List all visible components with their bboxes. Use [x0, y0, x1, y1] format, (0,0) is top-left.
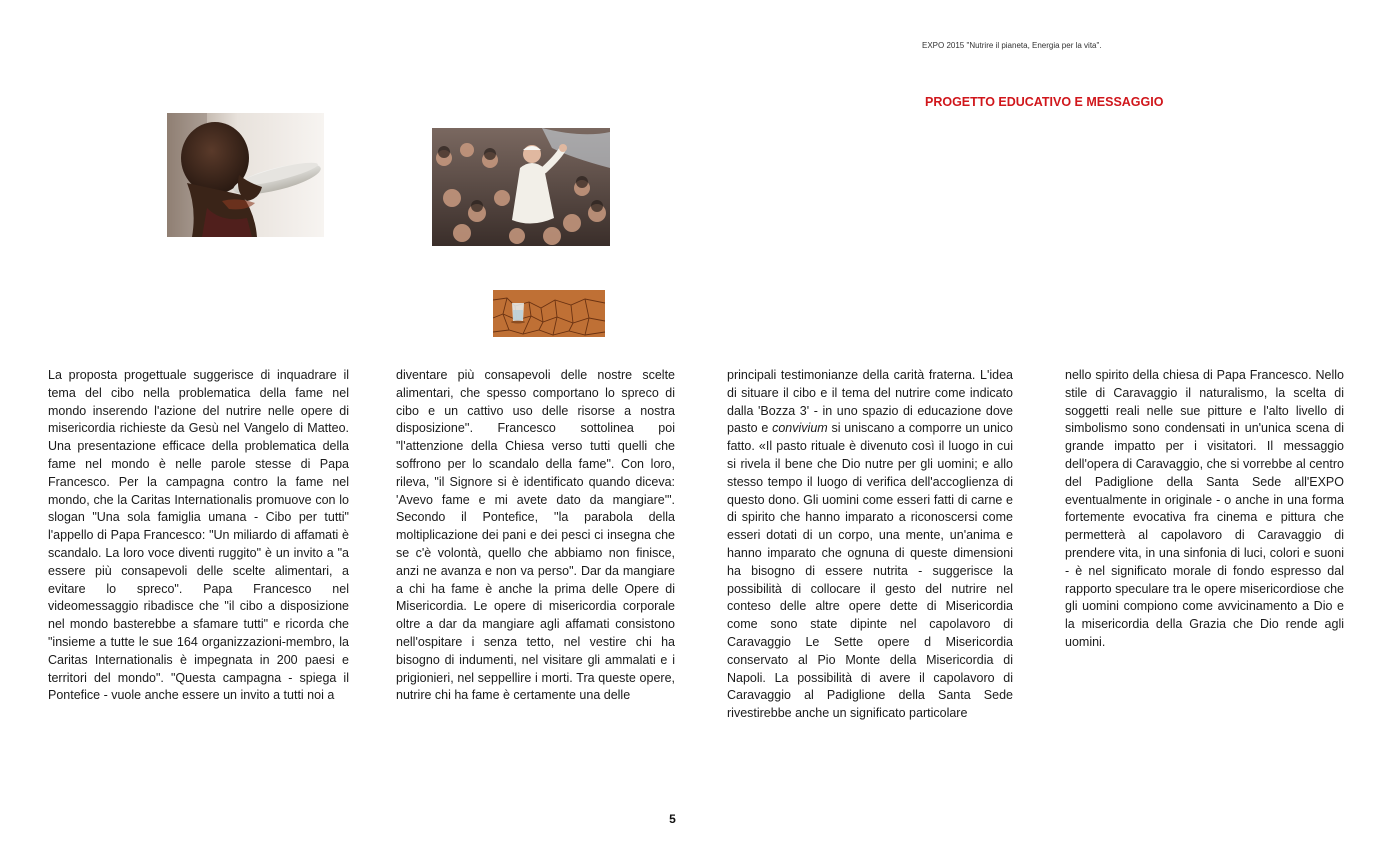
header-note: EXPO 2015 "Nutrire il pianeta, Energia per la vita". — [922, 41, 1102, 50]
text-column-2: diventare più consapevoli delle nostre scelte alimentari, che spesso comportano lo spreco di cibo e un cattivo uso delle risorse a nostra disposizione''. Francesco sottolinea poi "l'attenzione della Chiesa verso tutti quelli che soffrono per lo scandalo della fame". Con loro, rileva, "il Signore si è identificato quando diceva: 'Avevo fame e mi avete dato da mangiare'". Secondo il Pontefice, ''la parabola della moltiplicazione dei pani e dei pesci ci insegna che se c'è volontà, quello che abbiamo non finisce, anzi ne avanza e non va perso". Dar da mangiare a chi ha fame è anche la prima delle Opere di Misericordia. Le opere di misericordia corporale oltre a dar da mangiare agli affamati consistono nell'ospitare i senza tetto, nel vestire chi ha bisogno di indumenti, nel visitare gli ammalati e i prigionieri, nel seppellire i morti. Tra queste opere, nutrire chi ha fame è certamente una delle — [396, 368, 675, 703]
section-title: PROGETTO EDUCATIVO E MESSAGGIO — [925, 95, 1164, 109]
text-column-1: La proposta progettuale suggerisce di inquadrare il tema del cibo nella problematica della fame nel mondo inserendo l'azione del nutrire nelle opere di misericordia richieste da Gesù nel Vangelo di Matteo. Una presentazione efficace della problematica della fame nel mondo è nelle parole stesse di Papa Francesco. Per la campagna contro la fame nel mondo, che la Caritas Internationalis promuove con lo slogan "Una sola famiglia umana - Cibo per tutti" l'appello di Papa Francesco: "Un miliardo di affamati è scandalo. La loro voce diventi ruggito" è un invito a "a essere più consapevoli delle scelte alimentari, a evitare lo spreco". Papa Francesco nel videomessaggio ribadisce che "il cibo a disposizione nel mondo basterebbe a sfamare tutti" e ricorda che "insieme a tutte le sue 164 organizzazioni-membro, la Caritas Internationalis è impegnata in 200 paesi e territori del mondo". "Questa campagna - spiega il Pontefice - vuole anche essere un invito a tutti noi a — [48, 368, 349, 703]
text-column-3 — [727, 367, 1013, 723]
text-column-3-part-1: principali testimonianze della carità fraterna. L'idea di situare il cibo e il tema del nutrire come indicato dalla 'Bozza 3' - in uno spazio di educazione dove pasto e — [727, 368, 1013, 436]
text-column-4: nello spirito della chiesa di Papa Francesco. Nello stile di Caravaggio il naturalismo, la scelta di soggetti reali nelle sue pitture e l'alto livello di simbolismo sono condensati in un'unica scena di grande impatto per i visitatori. Il messaggio dell'opera di Caravaggio, che si vorrebbe al centro del Padiglione della Santa Sede all'EXPO eventualmente in originale - o anche in una forma fortemente evocativa fra cinema e pittura che permetterà al capolavoro di Caravaggio di prendere vita, in una sinfonia di luci, colori e suoni - è nel significato morale di fondo espresso dal rapporto speculare tra le opere misericordiose che gli uomini compiono come avvicinamento a Dio e la misericordia della Grazia che Dio rende agli uomini. — [1065, 368, 1344, 649]
pope-crowd-photo — [432, 128, 610, 246]
page-number: 5 — [669, 812, 676, 826]
cracked-earth-photo — [493, 290, 605, 337]
text-column-3-part-2: si uniscano a comporre un unico fatto. «Il pasto rituale è divenuto così il luogo in cui si rivela il bene che Dio nutre per gli uomini; e allo stesso tempo il luogo di verifica dell'accoglienza di questo dono. Gli uomini come esseri fatti di carne e di spirito che hanno imparato a riconoscersi come esseri dotati di un corpo, una mente, un'anima e hanno imparato che ognuna di queste dimensioni ha bisogno di essere nutrita - suggerisce la possibilità di collocare il gesto del nutrire nel conteso delle altre opere dette di Misericordia come sono state dipinte nel capolavoro di Caravaggio Le Sette opere d Misericordia conservato al Pio Monte della Misericordia di Napoli. La possibilità di avere il capolavoro di Caravaggio al Padiglione della Santa Sede rivestirebbe anche un significato particolare — [727, 421, 1013, 721]
child-drinking-photo — [167, 113, 324, 237]
convivium-italic: convivium — [772, 421, 828, 436]
